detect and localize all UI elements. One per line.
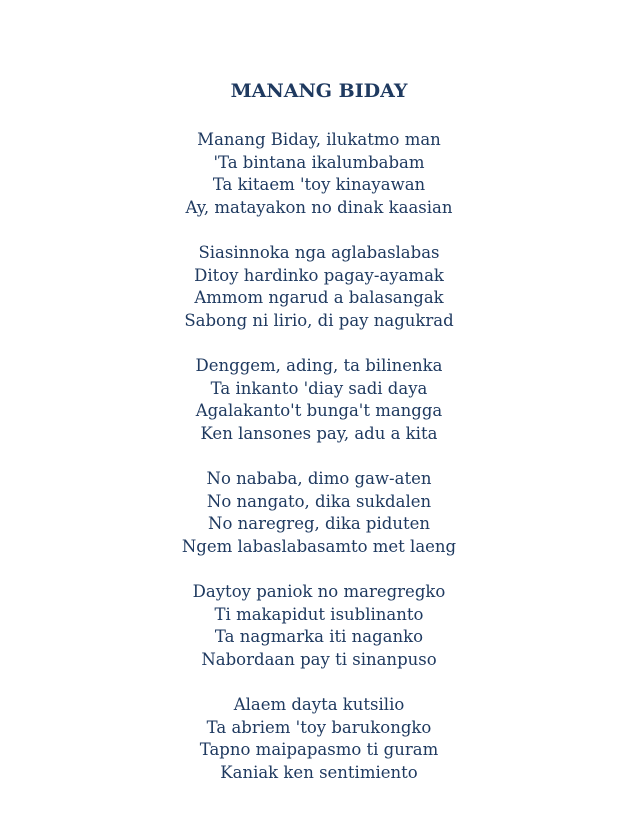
poem-line: 'Ta bintana ikalumbabam	[213, 152, 425, 172]
stanza-5	[0, 581, 638, 671]
stanza-1	[0, 129, 638, 219]
poem-line: Ngem labaslabasamto met laeng	[181, 536, 457, 556]
poem-line: Ta nagmarka iti naganko	[214, 627, 424, 646]
poem-line: No nababa, dimo gaw-aten	[206, 469, 432, 488]
poem-line: Ditoy hardinko pagay-ayamak	[194, 265, 444, 285]
poem-line: Daytoy paniok no maregregko	[192, 582, 446, 601]
poem-line: Ay, matayakon no dinak kaasian	[185, 197, 453, 217]
stanza-3	[0, 355, 638, 445]
poem-body	[0, 129, 638, 807]
poem-line: No nangato, dika sukdalen	[206, 491, 432, 511]
stanza-6	[0, 694, 638, 784]
poem-line: Ti makapidut isublinanto	[214, 604, 424, 624]
poem-line: Kaniak ken sentimiento	[220, 762, 418, 782]
stanza-4	[0, 468, 638, 558]
poem-line: Ammom ngarud a balasangak	[194, 288, 444, 307]
poem-line: Agalakanto't bunga't mangga	[195, 401, 443, 420]
poem-line: Ta kitaem 'toy kinayawan	[212, 175, 426, 194]
poem-line: Sabong ni lirio, di pay nagukrad	[184, 310, 454, 330]
poem-title: MANANG BIDAY	[230, 80, 408, 102]
poem-line: Denggem, ading, ta bilinenka	[195, 356, 443, 375]
poem-line: Ta inkanto 'diay sadi daya	[210, 378, 428, 398]
stanza-2	[0, 242, 638, 332]
poem-line: Alaem dayta kutsilio	[233, 695, 405, 714]
poem-line: Ken lansones pay, adu a kita	[200, 423, 438, 443]
poem-line: No naregreg, dika piduten	[208, 514, 430, 533]
poem-line: Tapno maipapasmo ti guram	[199, 740, 439, 759]
poem-line: Nabordaan pay ti sinanpuso	[201, 649, 437, 669]
poem-line: Ta abriem 'toy barukongko	[206, 717, 432, 737]
poem-line: Manang Biday, ilukatmo man	[197, 130, 441, 149]
poem-line: Siasinnoka nga aglabaslabas	[198, 243, 440, 262]
